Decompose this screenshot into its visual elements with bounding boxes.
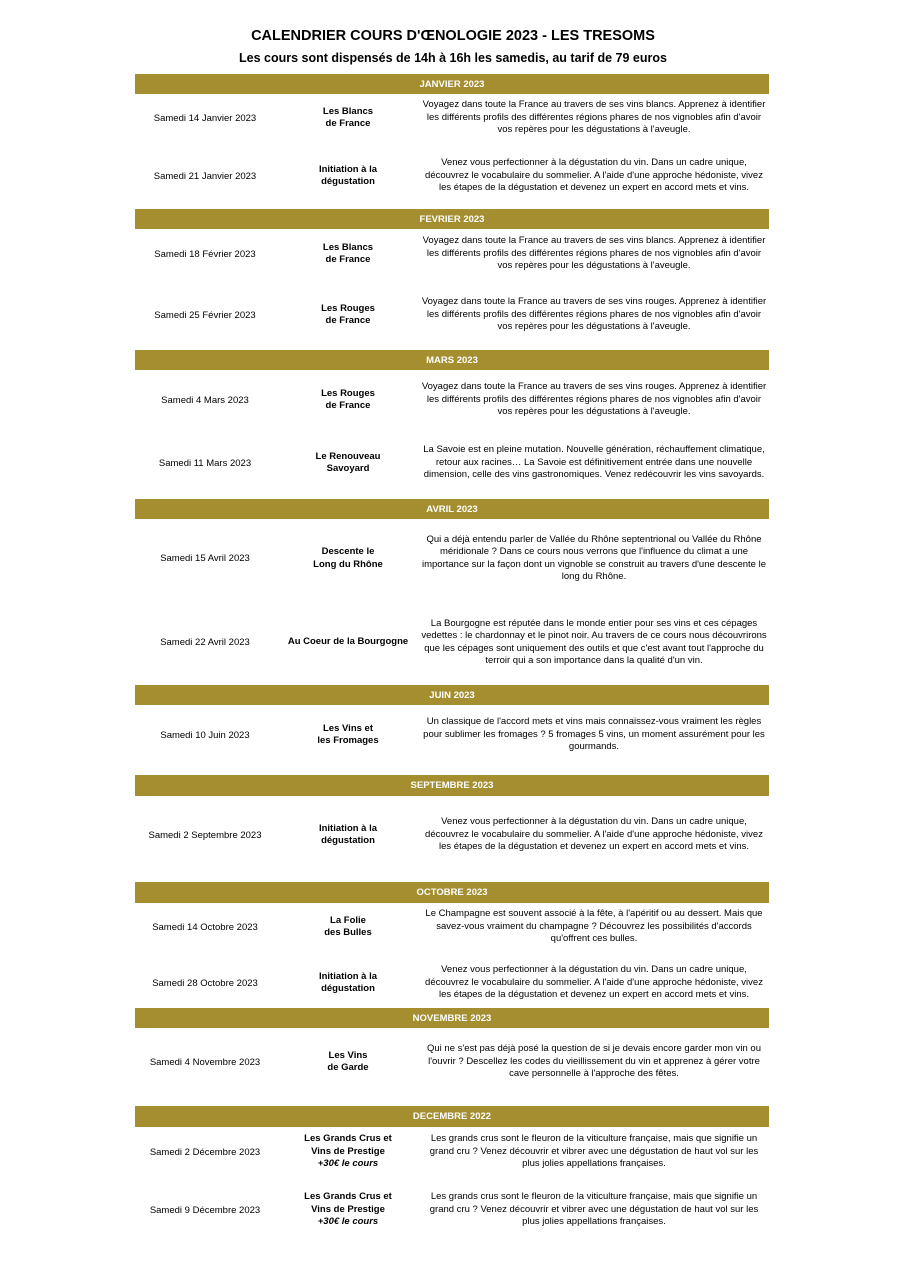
month-band-novembre: NOVEMBRE 2023 [135,1008,769,1028]
course-date: Samedi 9 Décembre 2023 [149,1204,261,1216]
course-description: Venez vous perfectionner à la dégustation du vin. Dans un cadre unique, découvrez le vocabulaire du sommelier. A l'aide d'une approche hédoniste, vivez les étapes de la dégustation et devenez un expert en accord mets et vins. [425,964,763,1001]
page-subtitle: Les cours sont dispensés de 14h à 16h les samedis, au tarif de 79 euros [239,51,667,65]
course-date: Samedi 2 Décembre 2023 [149,1146,261,1158]
course-row [135,606,769,679]
page-title: CALENDRIER COURS D'ŒNOLOGIE 2023 - LES TRESOMS [251,28,655,44]
course-description: La Bourgogne est réputée dans le monde entier pour ses vins et ces cépages vedettes : le chardonnay et le pinot noir. Au travers de ce cours nous découvrirons que les cépages sont uniquement des outils et que c'est avant tout l'approche du terroir qui a son importance dans la qualité d'un vin. [421,617,767,666]
month-band-octobre: OCTOBRE 2023 [135,882,769,903]
course-theme: Initiation à la dégustation [318,163,378,187]
course-row [135,905,769,949]
course-theme: Les Grands Crus et Vins de Prestige +30€ le cours [304,1191,392,1228]
course-row [135,712,769,758]
course-date: Samedi 2 Septembre 2023 [148,829,262,841]
course-description: Les grands crus sont le fleuron de la viticulture française, mais que signifie un grand cru ? Venez découvrir et vibrer avec une dégustation de haut vol sur les plus jolies appellations françaises. [429,1191,759,1228]
course-theme: Les Blancs de France [322,105,374,129]
course-description: Voyagez dans toute la France au travers de ses vins blancs. Apprenez à identifier les différents profils des différentes régions phares de nos vignobles afin d'avoir vos repères pour les dégustations à l'aveugle. [422,99,766,136]
course-date: Samedi 10 Juin 2023 [160,729,250,741]
course-description: Voyagez dans toute la France au travers de ses vins rouges. Apprenez à identifier les différents profils des différentes régions phares de nos vignobles afin d'avoir vos repères pour les dégustations à l'aveugle. [421,381,767,418]
course-description: Venez vous perfectionner à la dégustation du vin. Dans un cadre unique, découvrez le vocabulaire du sommelier. A l'aide d'une approche hédoniste, vivez les étapes de la dégustation et devenez un expert en accord mets et vins. [425,157,763,194]
course-description: Qui ne s'est pas déjà posé la question de si je devais encore garder mon vin ou l'ouvrir ? Descellez les codes du vieillissement du vin et apprenez à gérer votre cave personnelle à l'approche des fêtes. [427,1043,761,1080]
course-date: Samedi 14 Janvier 2023 [153,112,257,124]
extra-price: +30€ le cours [317,1158,379,1170]
course-theme: Les Blancs de France [322,241,374,265]
course-date: Samedi 28 Octobre 2023 [152,977,258,989]
course-theme: Les Vins de Garde [327,1049,369,1073]
course-description: La Savoie est en pleine mutation. Nouvelle génération, réchauffement climatique, retour aux racines… La Savoie est définitivement entrée dans une nouvelle dimension, celle des vins gastronomiques. Venez redécouvrir les vins savoyards. [423,444,765,481]
course-theme: Les Vins et les Fromages [317,722,379,746]
course-row [135,954,769,1012]
course-description: Un classique de l'accord mets et vins mais connaissez-vous vraiment les règles pour sublimer les fromages ? 5 fromages 5 vins, un moment assurément pour les gourmands. [423,716,765,753]
course-theme: Les Rouges de France [321,302,375,326]
course-date: Samedi 15 Avril 2023 [160,553,250,564]
course-theme: Au Coeur de la Bourgogne [287,636,409,648]
course-row [135,96,769,140]
course-date: Samedi 11 Mars 2023 [158,457,252,469]
month-band-fevrier: FEVRIER 2023 [135,209,769,229]
month-band-avril: AVRIL 2023 [135,499,769,519]
course-description: Venez vous perfectionner à la dégustation du vin. Dans un cadre unique, découvrez le vocabulaire du sommelier. A l'aide d'une approche hédoniste, vivez les étapes de la dégustation et devenez un expert en accord mets et vins. [425,816,763,853]
course-theme: Les Grands Crus et Vins de Prestige +30€ le cours [304,1133,392,1170]
course-description: Qui a déjà entendu parler de Vallée du Rhône septentrional ou Vallée du Rhône méridionale ? Dans ce cours nous verrons que l'influence du climat a une importance sur la façon dont un vignoble se construit au travers d'une descente le long du Rhône. [421,533,767,582]
course-description: Le Champagne est souvent associé à la fête, à l'apéritif ou au dessert. Mais que savez-vous vraiment du champagne ? Découvrez les possibilités d'accords qu'offrent ces bulles. [425,908,763,945]
course-row [135,805,769,865]
month-band-decembre: DECEMBRE 2022 [135,1106,769,1127]
course-description: Les grands crus sont le fleuron de la viticulture française, mais que signifie un grand cru ? Venez découvrir et vibrer avec une dégustation de haut vol sur les plus jolies appellations françaises. [429,1133,759,1170]
course-theme: Descente le Long du Rhône [313,546,383,570]
course-theme: Initiation à la dégustation [318,970,378,994]
course-row [135,433,769,493]
course-row [135,232,769,276]
course-date: Samedi 21 Janvier 2023 [153,170,257,182]
course-description: Voyagez dans toute la France au travers de ses vins blancs. Apprenez à identifier les différents profils des différentes régions phares de nos vignobles afin d'avoir vos repères pour les dégustations à l'aveugle. [422,235,766,272]
extra-price: +30€ le cours [317,1216,379,1228]
course-row [135,146,769,206]
course-theme: Initiation à la dégustation [318,822,378,846]
month-band-juin: JUIN 2023 [135,685,769,705]
course-theme: Le Renouveau Savoyard [315,450,381,474]
month-band-septembre: SEPTEMBRE 2023 [135,775,769,796]
course-row [135,1181,769,1239]
course-row [135,1032,769,1092]
course-date: Samedi 25 Février 2023 [154,309,256,321]
course-description: Voyagez dans toute la France au travers de ses vins rouges. Apprenez à identifier les différents profils des différentes régions phares de nos vignobles afin d'avoir vos repères pour les dégustations à l'aveugle. [421,296,767,333]
course-row [135,1122,769,1182]
course-theme: Les Rouges de France [321,387,375,411]
course-date: Samedi 18 Février 2023 [154,248,256,260]
course-row [135,293,769,337]
course-date: Samedi 22 Avril 2023 [160,637,250,648]
month-band-mars: MARS 2023 [135,350,769,370]
course-row [135,522,769,595]
course-date: Samedi 14 Octobre 2023 [152,921,258,933]
course-date: Samedi 4 Novembre 2023 [149,1056,261,1068]
course-theme: La Folie des Bulles [324,914,372,938]
month-band-janvier: JANVIER 2023 [135,74,769,94]
course-row [135,378,769,422]
course-date: Samedi 4 Mars 2023 [161,394,249,406]
